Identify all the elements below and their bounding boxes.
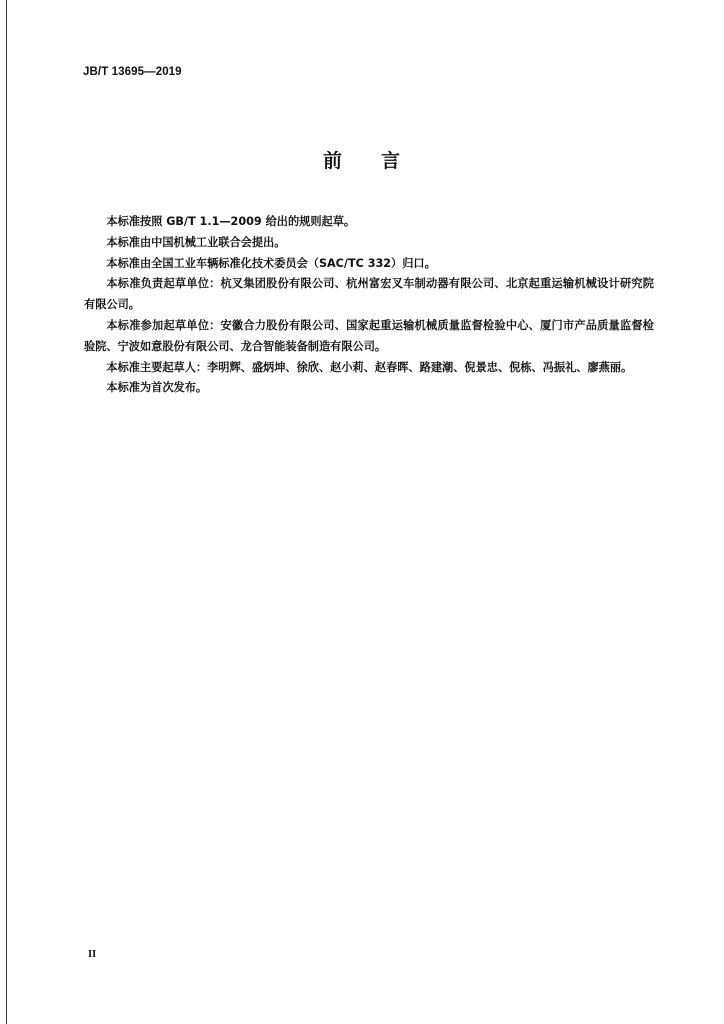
paragraph-main-drafters: 本标准主要起草人：李明辉、盛炳坤、徐欣、赵小莉、赵春晖、路建潮、倪景忠、倪栋、冯振礼、廖燕丽。: [106, 360, 633, 374]
paragraph-first-release: 本标准为首次发布。: [106, 381, 208, 395]
standard-code: JB/T 13695—2019: [83, 66, 182, 78]
page-title-char-2: 言: [381, 150, 402, 172]
foreword-body: [84, 212, 654, 399]
paragraph-managed-by: 本标准由全国工业车辆标准化技术委员会（SAC/TC 332）归口。: [106, 256, 436, 270]
page-number: II: [88, 949, 97, 960]
paragraph-proposed-by: 本标准由中国机械工业联合会提出。: [106, 235, 286, 249]
paragraph-drafting-rules: 本标准按照 GB/T 1.1—2009 给出的规则起草。: [106, 215, 356, 228]
paragraph-participating-drafters: 本标准参加起草单位：安徽合力股份有限公司、国家起重运输机械质量监督检验中心、厦门市产品质量监督检验院、宁波如意股份有限公司、龙合智能装备制造有限公司。: [84, 318, 654, 353]
paragraph-lead-drafters: 本标准负责起草单位：杭叉集团股份有限公司、杭州富宏叉车制动器有限公司、北京起重运输机械设计研究院有限公司。: [84, 277, 654, 312]
page-title-char-1: 前: [322, 150, 343, 172]
page-title: [0, 146, 724, 173]
